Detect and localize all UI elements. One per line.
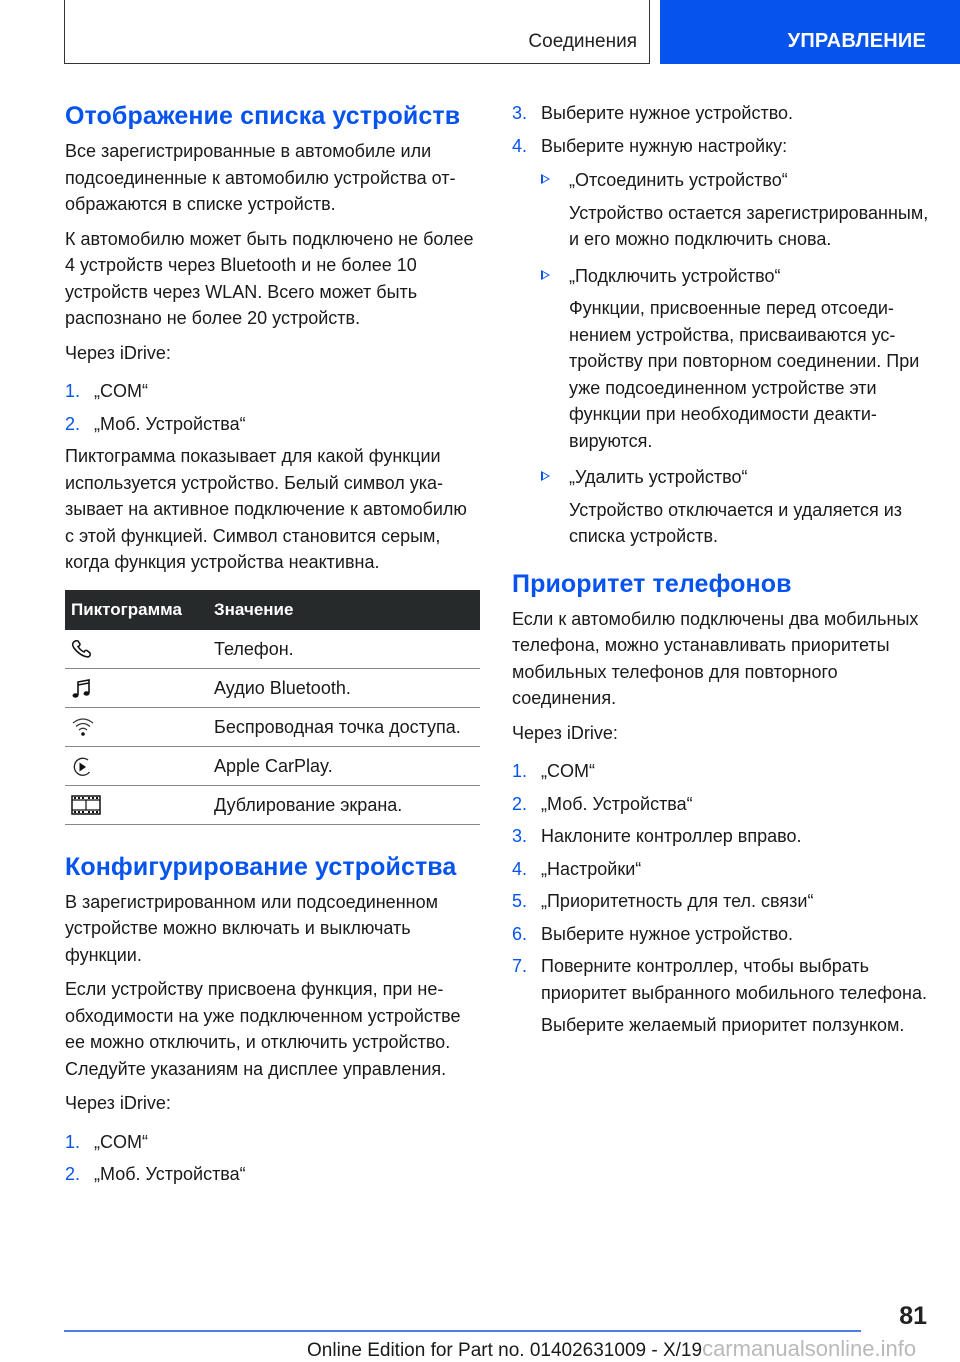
step-text: „Моб. Устройства“: [94, 413, 246, 434]
step-item: [65, 411, 480, 438]
step-text: „COM“: [94, 381, 148, 401]
table-header-row: [65, 590, 480, 630]
meaning-cell: Телефон.: [208, 630, 480, 669]
step-text: Наклоните контроллер вправо.: [541, 826, 802, 846]
step-number: 1.: [65, 381, 81, 401]
table-row: [65, 707, 480, 746]
step-number: 6.: [512, 923, 528, 944]
step-item: [65, 378, 480, 405]
paragraph: Все зарегистрированные в автомобиле или подсоединенные к автомобилю устройства отображаются в списке устройств.: [65, 141, 456, 214]
step-item: [512, 791, 932, 818]
step-text: Выберите нужную настройку:: [541, 135, 788, 156]
step-number: 3.: [512, 103, 528, 123]
music-note-icon: [71, 678, 93, 700]
footer-edition: [307, 1336, 916, 1362]
step-subtext: Выберите желаемый приоритет ползунком.: [541, 1015, 905, 1035]
via-idrive-label: Через iDrive:: [65, 1093, 171, 1113]
header-chapter-tab: [660, 0, 960, 64]
option-label: „Отсоединить устройство“: [569, 170, 788, 190]
options-list: [541, 167, 932, 550]
option-item: [541, 263, 932, 455]
paragraph: К автомобилю может быть подключено не более 4 устройств через Bluetooth и не более 10 устройств через WLAN. Всего может быть распознано не более 20 устройств.: [65, 228, 474, 328]
column-header-meaning: Значение: [208, 590, 480, 630]
step-item: [512, 856, 932, 883]
step-text: „Моб. Устройства“: [94, 1164, 246, 1184]
paragraph: В зарегистрированном или подсоединенном устройстве можно включать и выключать функции.: [65, 891, 438, 965]
table-row: [65, 668, 480, 707]
paragraph: Пиктограмма показывает для какой функции используется устройство. Белый символ указывает на активное подключение к автомобилю с этой функцией. Символ становится серым, когда функция устройства неактивна.: [65, 446, 467, 572]
step-item: [65, 1161, 480, 1188]
step-number: 4.: [512, 858, 528, 879]
paragraph: Если устройству присвоена функция, при необходимости на уже подключенном устройстве ее можно отключить, и отключить устройство. Следуйте указаниям на дисплее управления.: [65, 979, 461, 1079]
film-icon: [71, 795, 101, 815]
step-text: „COM“: [541, 761, 595, 781]
option-description: Устройство отключается и удаляется из списка устройств.: [569, 499, 903, 546]
table-row: [65, 785, 480, 824]
step-item: [512, 921, 932, 948]
footer-divider: [64, 1330, 861, 1332]
step-number: 1.: [65, 1131, 81, 1152]
step-text: Поверните контроллер, чтобы выбрать приоритет выбранного мобильного телефона.: [541, 956, 927, 1003]
step-text: „COM“: [94, 1131, 148, 1152]
steps-list: [512, 758, 932, 1039]
steps-list: [512, 100, 932, 550]
option-item: [541, 167, 932, 253]
heading-device-config: Конфигурирование устройства: [65, 852, 457, 881]
option-description: Устройство остается зарегистрированным, и его можно подключить снова.: [569, 202, 929, 249]
step-number: 2.: [65, 413, 81, 434]
left-column: [65, 100, 480, 1194]
section-title: Соединения: [528, 31, 637, 52]
step-number: 5.: [512, 891, 528, 911]
step-item: [512, 953, 932, 1039]
watermark: carmanualsonline.info: [702, 1336, 917, 1361]
step-item: [512, 823, 932, 850]
step-number: 2.: [65, 1164, 81, 1184]
wifi-icon: [71, 717, 95, 737]
column-header-pictogram: Пиктограмма: [65, 590, 208, 630]
step-item: [512, 133, 932, 550]
meaning-cell: Беспроводная точка доступа.: [208, 707, 480, 746]
step-number: 4.: [512, 135, 528, 156]
meaning-cell: Apple CarPlay.: [208, 746, 480, 785]
phone-icon: [71, 639, 93, 659]
step-text: Выберите нужное устройство.: [541, 103, 794, 123]
option-item: [541, 464, 932, 550]
meaning-cell: Дублирование экрана.: [208, 785, 480, 824]
meaning-cell: Аудио Bluetooth.: [208, 668, 480, 707]
heading-device-list: Отображение списка устройств: [65, 102, 461, 130]
step-text: „Приоритетность для тел. связи“: [541, 891, 814, 911]
option-description: Функции, присвоенные перед отсоединением устройства, присваиваются устройству при повторном соединении. При уже подсоединенном устройстве эти функции при необходимости деактивируются.: [569, 298, 920, 451]
step-text: „Моб. Устройства“: [541, 793, 693, 814]
step-number: 1.: [512, 761, 528, 781]
option-label: „Подключить устройство“: [569, 265, 781, 286]
table-row: [65, 746, 480, 785]
step-number: 2.: [512, 793, 528, 814]
option-label: „Удалить устройство“: [569, 467, 748, 487]
triangle-bullet-icon: [541, 270, 550, 280]
step-number: 7.: [512, 956, 528, 976]
chapter-title: УПРАВЛЕНИЕ: [787, 30, 926, 52]
page-number: 81: [899, 1302, 927, 1330]
step-item: [512, 758, 932, 785]
steps-list: [65, 378, 480, 437]
right-column: [512, 100, 932, 1045]
triangle-bullet-icon: [541, 471, 550, 481]
triangle-bullet-icon: [541, 174, 550, 184]
pictogram-table: [65, 590, 480, 825]
via-idrive-label: Через iDrive:: [65, 342, 171, 363]
step-text: „Настройки“: [541, 858, 642, 879]
step-item: [65, 1129, 480, 1156]
step-text: Выберите нужное устройство.: [541, 923, 794, 944]
edition-text: Online Edition for Part no. 01402631009 - X/19: [307, 1340, 703, 1361]
step-item: [512, 100, 932, 127]
header-section-tab: [64, 0, 650, 64]
via-idrive-label: Через iDrive:: [512, 722, 618, 743]
heading-phone-priority: Приоритет телефонов: [512, 569, 792, 598]
table-row: [65, 630, 480, 669]
step-item: [512, 888, 932, 915]
carplay-icon: [71, 756, 93, 778]
steps-list: [65, 1129, 480, 1188]
paragraph: Если к автомобилю подключены два мобильных телефона, можно устанавливать приоритеты мобильных телефонов для повторного соединения.: [512, 608, 919, 708]
step-number: 3.: [512, 826, 528, 846]
